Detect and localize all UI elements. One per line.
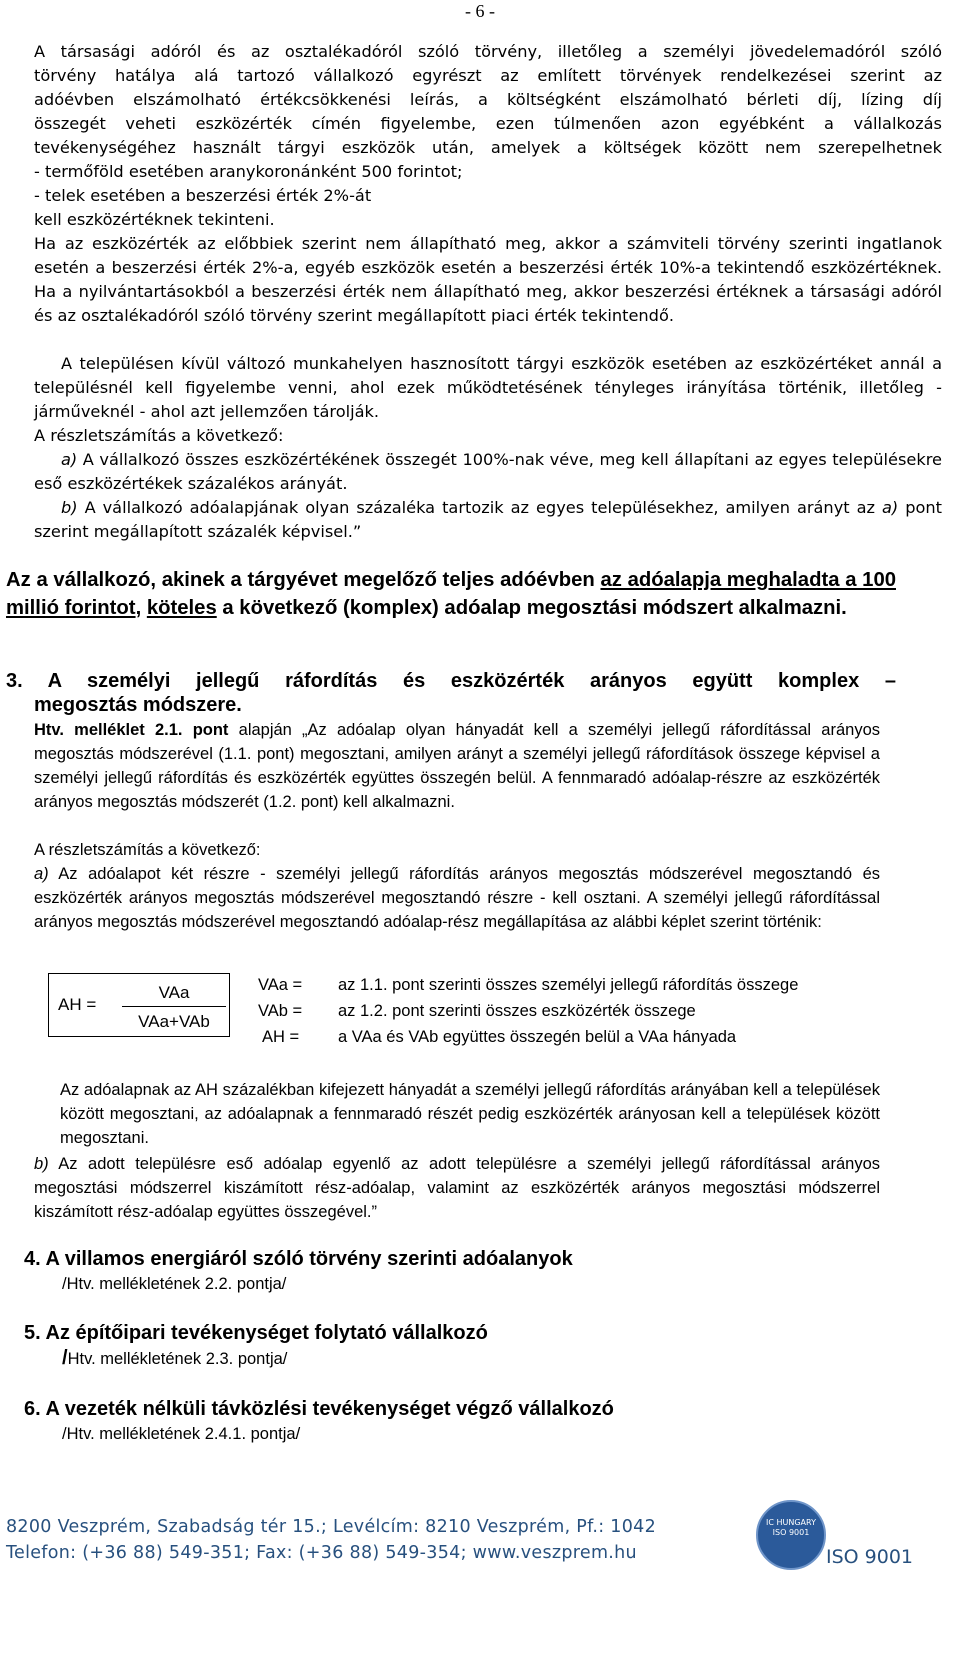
page-number: - 6 - (465, 1, 495, 21)
section-3-title-cont: megosztás módszere. (34, 694, 242, 716)
item-text: pont szerint megállapított százalék képvisel.” (34, 498, 942, 541)
text-line: összegét veheti eszközérték címén figyelembe, ezen túlmenően azon egyébként a vállalkozás (34, 114, 942, 133)
item-text: Az adóalapot két részre - személyi jellegű ráfordítás arányos megosztás módszerével megosztandó és eszközérték arányos megosztás módszerével megosztandó részre - kell osztani. A személyi jellegű ráfordítással arányos megosztás módszerével megosztandó adóalap-rész megállapítása az alábbi képlet szerint történik: (34, 865, 880, 931)
text-line: - termőföld esetében aranykoronánként 500 forintot; (34, 162, 463, 181)
calc-item-b (34, 496, 942, 544)
reference-text: alapján „Az adóalap olyan hányadát kell a személyi jellegű ráfordítással arányos megosztás módszerével (1.1. pont) megosztani, amilyen arányt a személyi jellegű ráfordítások összege képvisel a személyi jellegű ráfordítás és eszközérték együttes összegén belül. A fennmaradó adóalap-részre az eszközérték arányos megosztás módszerét (1.2. pont) kell alkalmazni. (34, 721, 881, 811)
footer-phone: Telefon: (+36 88) 549-351; Fax: (+36 88) 549-354; www.veszprem.hu (6, 1543, 637, 1563)
section-4-title: 4. A villamos energiáról szóló törvény szerinti adóalanyok (24, 1248, 573, 1270)
iso-label: ISO 9001 (826, 1546, 914, 1568)
text-line: törvény hatálya alá tartozó vállalkozó egyrészt az említett törvények rendelkezései szerint az (34, 66, 942, 85)
legend-symbol: VAb = (258, 1002, 303, 1020)
item-text: Az adott településre eső adóalap egyenlő az adott településre a személyi jellegű ráfordítással arányos megosztási módszerrel kiszámított rész-adóalap, valamint az eszközérték arányos megosztási módszerrel kiszámított rész-adóalap együttes összegével.” (34, 1155, 880, 1221)
legend-symbol: AH = (262, 1028, 300, 1046)
reference-slash: / (62, 1347, 68, 1369)
logo-text: IC HUNGARY ISO 9001 (766, 1518, 816, 1537)
footer-contact (6, 1514, 656, 1566)
notice-text: Az a vállalkozó, akinek a tárgyévet megelőző teljes adóévben (6, 569, 601, 591)
calc-heading-2: A részletszámítás a következő: (34, 841, 261, 859)
footer-address: 8200 Veszprém, Szabadság tér 15.; Levélcím: 8210 Veszprém, Pf.: 1042 (6, 1517, 657, 1537)
item-text: A vállalkozó adóalapjának olyan százaléka tartozik az egyes településekhez, amilyen arányt az (77, 498, 882, 517)
text-line: kell eszközértéknek tekinteni. (34, 210, 275, 229)
section-3-after-formula (60, 1078, 880, 1150)
notice-text: a következő (komplex) adóalap megosztási módszert alkalmazni. (216, 597, 847, 619)
section-5-title: 5. Az építőipari tevékenységet folytató vállalkozó (24, 1322, 488, 1344)
complex-method-notice (6, 566, 896, 622)
section-3-title: 3. A személyi jellegű ráfordítás és eszközérték arányos együtt komplex – (6, 670, 896, 692)
notice-underlined: köteles (146, 597, 217, 619)
paragraph-tax-intro (34, 40, 942, 232)
item-ref-label: a) (881, 498, 899, 517)
section-4-reference: /Htv. mellékletének 2.2. pontja/ (62, 1275, 287, 1293)
after-text: Az adóalapnak az (60, 1081, 196, 1099)
reference-bold: Htv. melléklet 2.1. pont (34, 721, 229, 739)
notice-underlined: az adóalapja meghaladta a 100 millió forintot (6, 569, 896, 619)
text-line: tevékenységéhez használt tárgyi eszközök után, amelyek a költségek között nem szerepelhetnek (34, 138, 942, 157)
paragraph-asset-value: Ha az eszközérték az előbbiek szerint nem állapítható meg, akkor a számviteli törvény szerinti ingatlanok esetén a beszerzési érték 2%-a, egyéb eszközök esetén a beszerzési érték 10%-a tekintendő eszközértéknek. Ha a nyilvántartásokból a beszerzési érték nem állapítható meg, akkor beszerzési értéknek a társasági adóról és az osztalékadóról szóló törvény szerint megállapított piaci érték tekintendő. (34, 234, 942, 325)
formula-lhs: AH = (58, 995, 97, 1014)
certification-logo-icon (756, 1500, 826, 1570)
calc-item-a (34, 448, 942, 496)
item-text: A vállalkozó összes eszközértékének összegét 100%-nak véve, meg kell állapítani az egyes településekre eső eszközértékek százalékos arányát. (34, 450, 942, 493)
paragraph-mobile-workplace: A településen kívül változó munkahelyen hasznosított tárgyi eszközök esetében az eszközértéket annál a településnél kell figyelembe venni, ahol ezek működtetésének tényleges irányítása történik, illetőleg - járműveknél - ahol azt jellemzően tárolják. (34, 354, 942, 421)
after-text: százalékban kifejezett hányadát a személyi jellegű ráfordítás arányában kell a települések között megosztani, az adóalapnak a fennmaradó részét pedig eszközérték arányosan kell a települések között megosztani. (60, 1081, 880, 1147)
item-label: b) (34, 1155, 49, 1173)
section-3-reference (34, 718, 880, 814)
formula-denominator: VAa+VAb (138, 1012, 210, 1031)
notice-text: , (135, 597, 147, 619)
formula-numerator: VAa (158, 983, 190, 1002)
section-3-item-b (34, 1152, 880, 1224)
text-line: - telek esetében a beszerzési érték 2%-át (34, 186, 372, 205)
calc-heading: A részletszámítás a következő: (34, 426, 284, 445)
text-line: A társasági adóról és az osztalékadóról szóló törvény, illetőleg a személyi jövedelemadóról szóló (34, 42, 942, 61)
reference-text: Htv. mellékletének 2.3. pontja/ (67, 1350, 288, 1368)
item-label: a) (61, 450, 78, 469)
section-5-reference (62, 1346, 287, 1371)
legend-description: az 1.2. pont szerinti összes eszközérték összege (338, 1002, 696, 1020)
formula-fraction-bar (122, 1006, 226, 1007)
item-label: b) (61, 498, 78, 517)
section-6-title: 6. A vezeték nélküli távközlési tevékenységet végző vállalkozó (24, 1398, 614, 1420)
after-ah: AH (195, 1081, 218, 1099)
legend-symbol: VAa = (258, 976, 303, 994)
text-line: adóévben elszámolható értékcsökkenési leírás, a költségként elszámolható bérleti díj, lízing díj (34, 90, 942, 109)
section-3-item-a (34, 862, 880, 934)
legend-description: a VAa és VAb együttes összegén belül a VAa hányada (338, 1028, 737, 1046)
legend-description: az 1.1. pont szerinti összes személyi jellegű ráfordítás összege (338, 976, 799, 994)
section-6-reference: /Htv. mellékletének 2.4.1. pontja/ (62, 1425, 301, 1443)
item-label: a) (34, 865, 49, 883)
